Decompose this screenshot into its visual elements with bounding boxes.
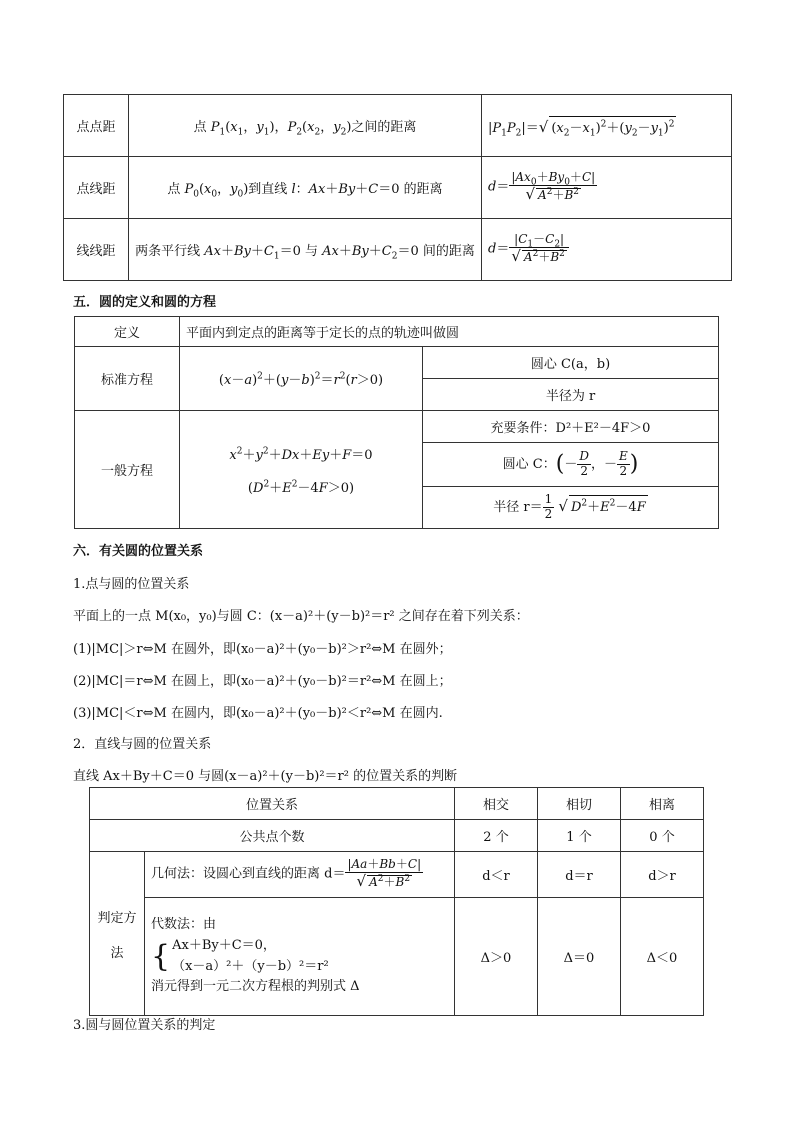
general-equation-label: 一般方程 <box>75 411 180 529</box>
subsection-point-circle: 1.点与圆的位置关系 <box>73 577 190 592</box>
general-equation: $x^2+y^2+Dx+Ey+F=0$ $(D^2+E^2-4F>0)$ <box>180 411 423 529</box>
geometric-intersect: d＜r <box>455 852 538 898</box>
subsection-line-circle: 2．直线与圆的位置关系 <box>73 737 212 752</box>
distance-table <box>63 94 732 281</box>
point-line-formula: d＝ $\frac{|Ax_0+By_0+C|}{√ A^2+B^2}$ <box>482 157 732 219</box>
line-line-description: 两条平行线 $Ax+By+C_1=0$ 与 $Ax+By+C_2=0$ 间的距离 <box>129 219 482 281</box>
point-circle-case-outside: (1)|MC|＞r⇔M 在圆外，即(x₀－a)²＋(y₀－b)²＞r²⇔M 在圆外； <box>73 642 452 657</box>
common-points-separate: 0 个 <box>621 820 704 852</box>
standard-equation: $(x-a)^2+(y-b)^2=r^2(r>0)$ <box>180 347 423 411</box>
point-circle-case-inside: (3)|MC|＜r⇔M 在圆内，即(x₀－a)²＋(y₀－b)²＜r²⇔M 在圆内. <box>73 706 443 721</box>
common-points-intersect: 2 个 <box>455 820 538 852</box>
point-point-formula: $|P_1P_2|=√$ $(x_2-x_1)^2+(y_2-y_1)^2$ <box>482 95 732 157</box>
header-tangent: 相切 <box>538 788 621 820</box>
geometric-tangent: d＝r <box>538 852 621 898</box>
circle-equation-table <box>74 316 719 529</box>
common-points-tangent: 1 个 <box>538 820 621 852</box>
point-circle-intro: 平面上的一点 M(x₀，y₀)与圆 C：(x－a)²＋(y－b)²＝r² 之间存在着下列关系： <box>73 609 529 624</box>
algebraic-separate: Δ＜0 <box>621 898 704 1016</box>
point-circle-case-on: (2)|MC|＝r⇔M 在圆上，即(x₀－a)²＋(y₀－b)²＝r²⇔M 在圆上； <box>73 674 452 689</box>
algebraic-tangent: Δ＝0 <box>538 898 621 1016</box>
standard-center: 圆心 C(a，b) <box>423 347 719 379</box>
line-circle-table <box>89 787 704 1016</box>
general-radius: 半径 r＝ $\frac{1}{2}$ √ $D^2+E^2-4F$ <box>423 487 719 529</box>
point-point-description: 点 $P_1(x_1$，$y_1$)，$P_2(x_2$，$y_2$)之间的距离 <box>129 95 482 157</box>
standard-radius: 半径为 r <box>423 379 719 411</box>
section-5-heading: 五．圆的定义和圆的方程 <box>73 295 217 310</box>
row-label-point-point: 点点距 <box>64 95 129 157</box>
subsection-circle-circle: 3.圆与圆位置关系的判定 <box>73 1018 216 1033</box>
definition-text: 平面内到定点的距离等于定长的点的轨迹叫做圆 <box>180 317 719 347</box>
header-intersect: 相交 <box>455 788 538 820</box>
definition-label: 定义 <box>75 317 180 347</box>
common-points-label: 公共点个数 <box>90 820 455 852</box>
general-center: 圆心 C：(－ $\frac{D}{2}$ ，－ $\frac{E}{2}$ ) <box>423 443 719 487</box>
general-condition: 充要条件：D²＋E²－4F＞0 <box>423 411 719 443</box>
standard-equation-label: 标准方程 <box>75 347 180 411</box>
row-label-point-line: 点线距 <box>64 157 129 219</box>
line-circle-intro: 直线 Ax＋By＋C＝0 与圆(x－a)²＋(y－b)²＝r² 的位置关系的判断 <box>73 769 458 784</box>
row-label-line-line: 线线距 <box>64 219 129 281</box>
header-separate: 相离 <box>621 788 704 820</box>
algebraic-intersect: Δ＞0 <box>455 898 538 1016</box>
header-relation: 位置关系 <box>90 788 455 820</box>
line-line-formula: d＝ $\frac{|C_1-C_2|}{√ A^2+B^2}$ <box>482 219 732 281</box>
algebraic-method: 代数法：由 { Ax＋By＋C＝0， （x－a）²＋（y－b）²＝r² 消元得到一元二次方程根的判别式 Δ <box>145 898 455 1016</box>
method-label: 判定方 法 <box>90 852 145 1016</box>
point-line-description: 点 $P_0(x_0$，$y_0$)到直线 l：Ax＋By＋C＝0 的距离 <box>129 157 482 219</box>
geometric-method: 几何法：设圆心到直线的距离 d＝ $\frac{|Aa+Bb+C|}{√ A^2+B^2}$ <box>145 852 455 898</box>
section-6-heading: 六．有关圆的位置关系 <box>73 544 204 559</box>
geometric-separate: d＞r <box>621 852 704 898</box>
